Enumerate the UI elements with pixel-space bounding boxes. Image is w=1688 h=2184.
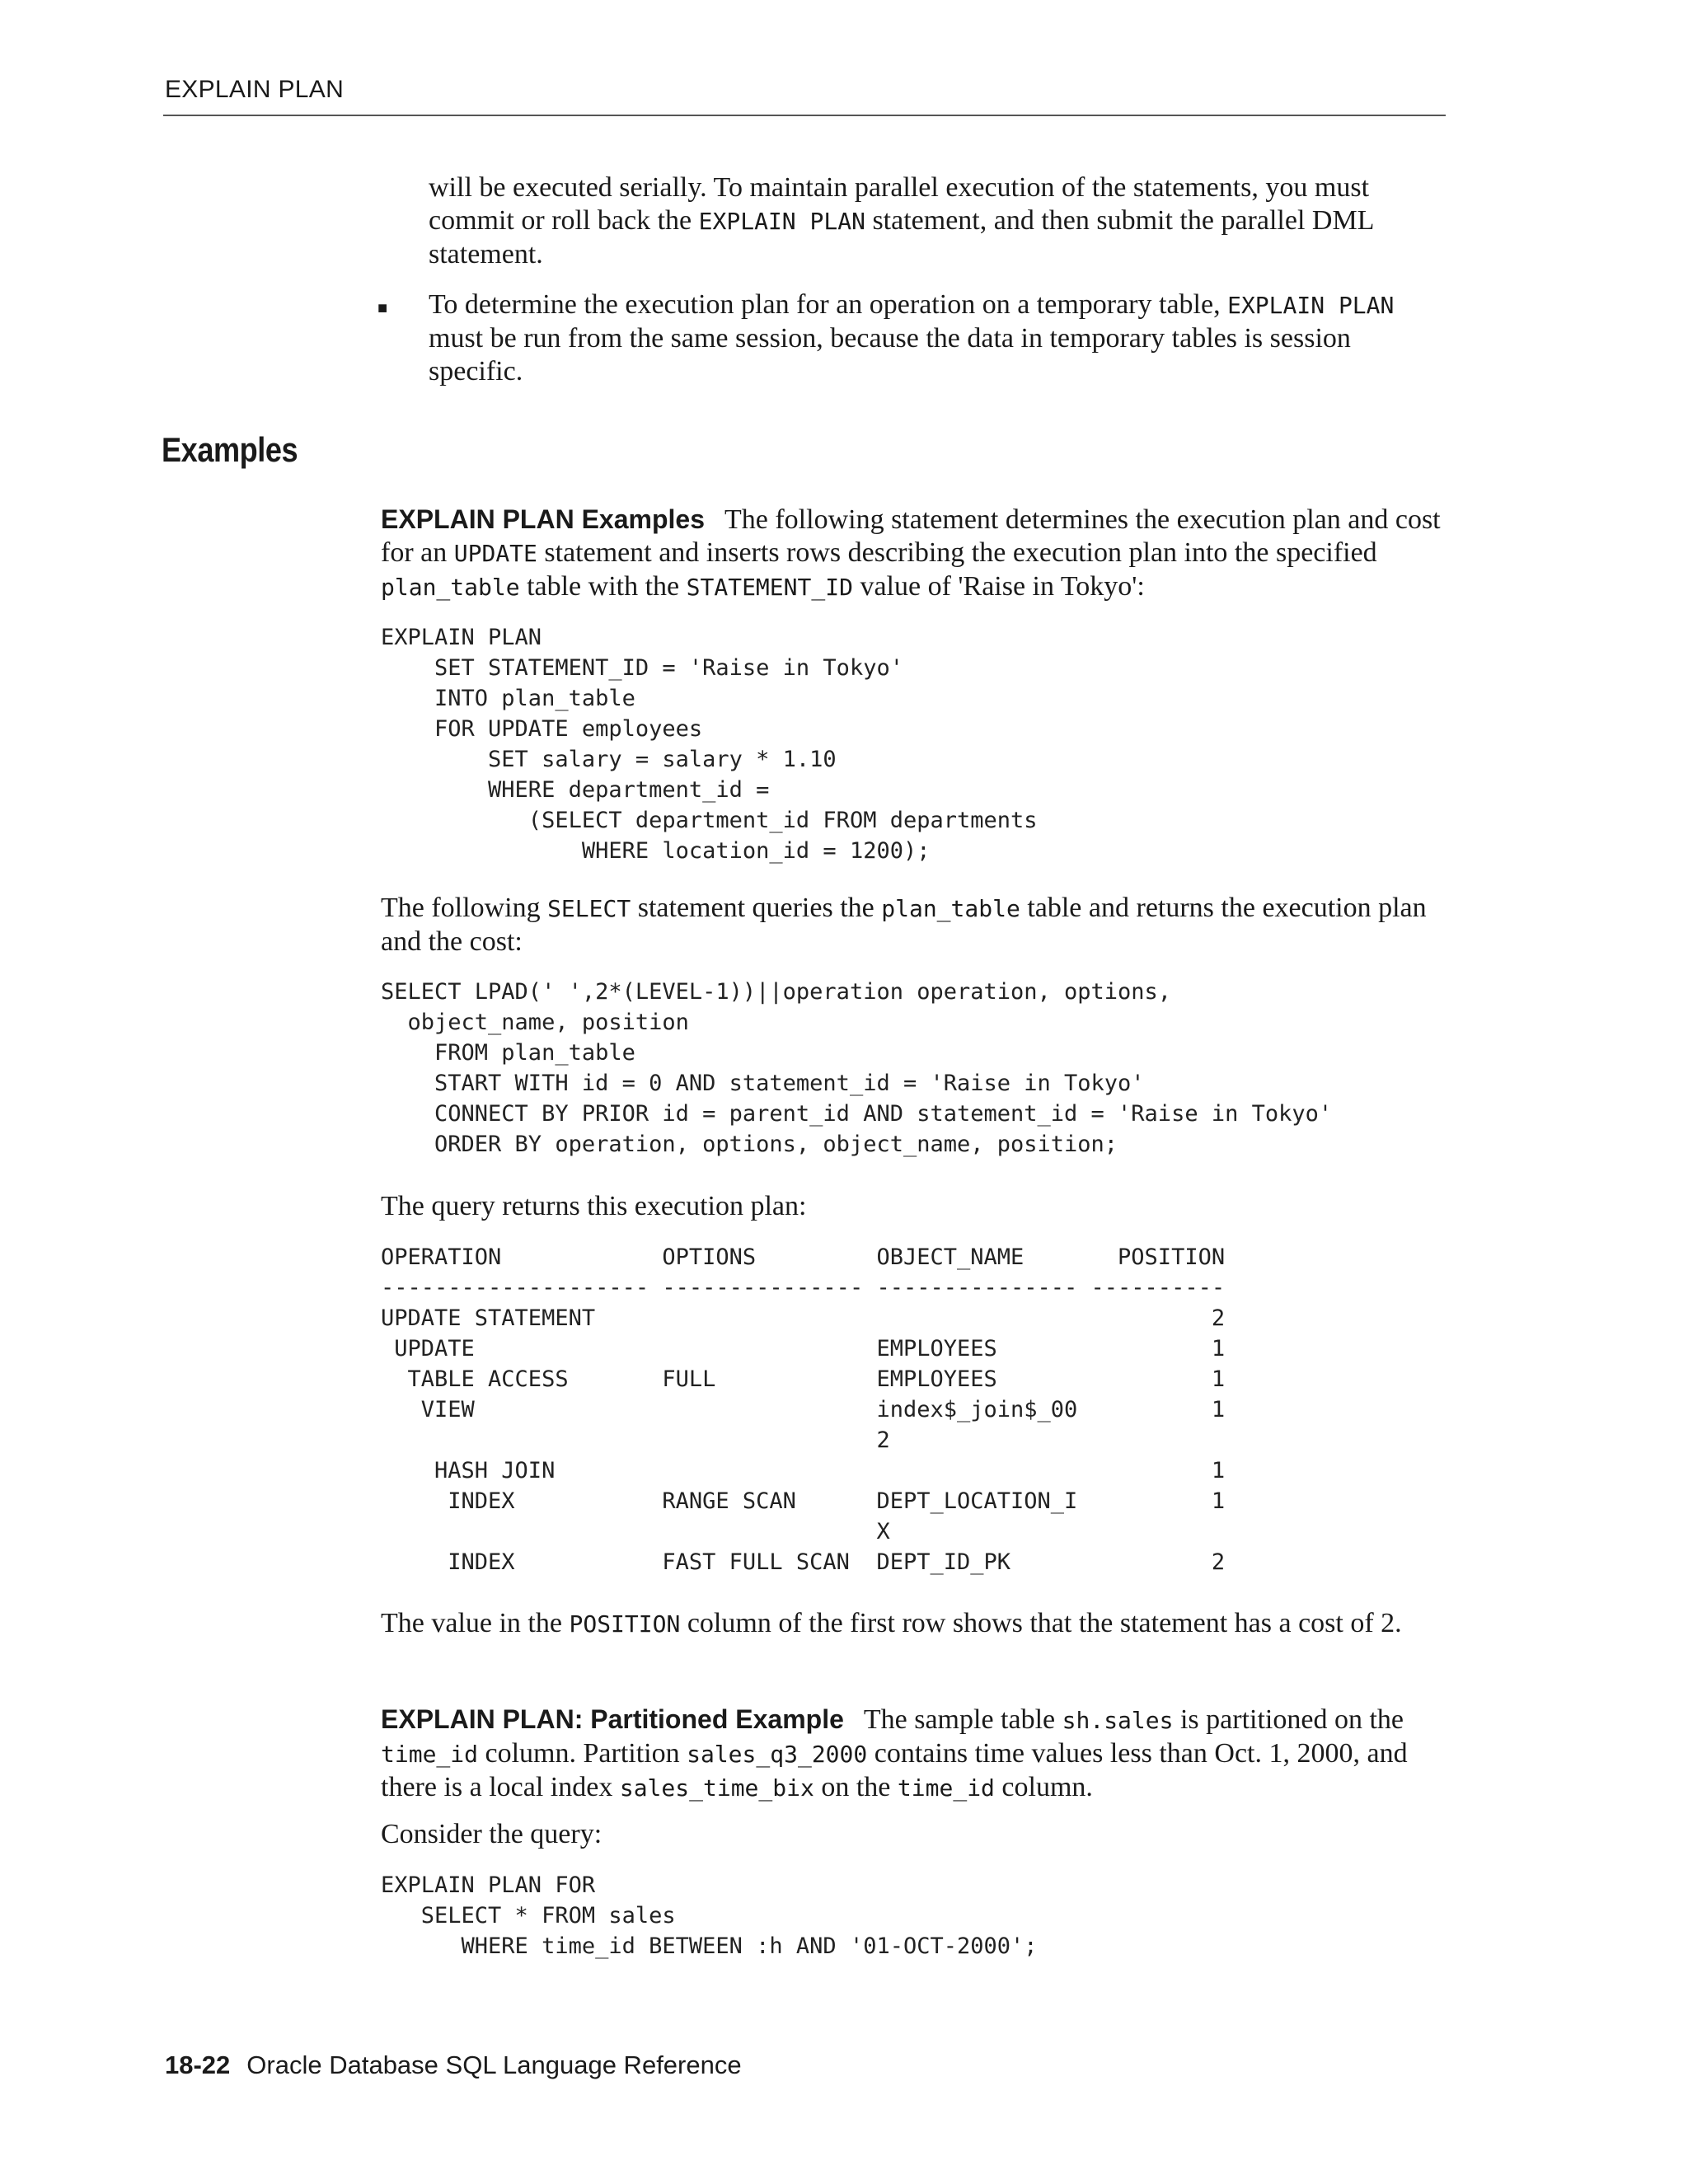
paragraph-explain-plan-examples: EXPLAIN PLAN Examples The following statement determines the execution plan and cost for an UPDATE statement and inserts rows describing the execution plan into the specified plan_table table with the STATEMENT_ID value of 'Raise in Tokyo': xyxy=(381,504,1441,602)
runin-heading-partitioned: EXPLAIN PLAN: Partitioned Example xyxy=(381,1704,844,1734)
paragraph-consider-query: Consider the query: xyxy=(381,1819,603,1849)
paragraph-partitioned-example: EXPLAIN PLAN: Partitioned Example The sample table sh.sales is partitioned on the time_id column. Partition sales_q3_2000 contains time values less than Oct. 1, 2000, and there is a local index sales_time_bix on the time_id column. xyxy=(381,1704,1408,1802)
runin-heading-examples: EXPLAIN PLAN Examples xyxy=(381,504,705,534)
running-header: EXPLAIN PLAN xyxy=(165,76,345,103)
code-block-explain-update: EXPLAIN PLAN SET STATEMENT_ID = 'Raise in Tokyo' INTO plan_table FOR UPDATE employees SET salary = salary * 1.10 WHERE department_id = (SELECT department_id FROM departments WHERE location_id = 1200); xyxy=(381,625,1038,864)
paragraph-select-query: The following SELECT statement queries the plan_table table and returns the execution plan and the cost: xyxy=(381,893,1427,957)
code-block-partition-query: EXPLAIN PLAN FOR SELECT * FROM sales WHERE time_id BETWEEN :h AND '01-OCT-2000'; xyxy=(381,1872,1038,1959)
paragraph-position-cost: The value in the POSITION column of the first row shows that the statement has a cost of 2. xyxy=(381,1608,1402,1638)
bullet-square-icon: ■ xyxy=(377,299,388,317)
code-block-execution-plan-output: OPERATION OPTIONS OBJECT_NAME POSITION -------------------- --------------- --------------- ---------- UPDATE STATEMENT 2 UPDATE EMPLOYEES 1 TABLE ACCESS FULL EMPLOYEES 1 VIEW index$_join$_00 1 2 HASH JOIN 1 INDEX RANGE SCAN DEPT_LOCATION_I 1 X INDEX FAST FULL SCAN DEPT_ID_PK 2 xyxy=(381,1244,1226,1575)
bullet-item-temporary-table: To determine the execution plan for an operation on a temporary table, EXPLAIN PLAN must be run from the same session, because the data in temporary tables is session specific. xyxy=(429,289,1395,387)
paragraph-parallel-dml: will be executed serially. To maintain parallel execution of the statements, you must commit or roll back the EXPLAIN PLAN statement, and then submit the parallel DML statement. xyxy=(429,172,1374,269)
page-footer xyxy=(165,2050,742,2080)
section-heading: Examples xyxy=(162,430,298,469)
page-number: 18-22 xyxy=(165,2050,231,2079)
book-title: Oracle Database SQL Language Reference xyxy=(246,2050,742,2079)
header-rule xyxy=(163,115,1446,116)
paragraph-query-returns: The query returns this execution plan: xyxy=(381,1191,807,1221)
code-block-select-plan: SELECT LPAD(' ',2*(LEVEL-1))||operation operation, options, object_name, position FROM plan_table START WITH id = 0 AND statement_id = 'Raise in Tokyo' CONNECT BY PRIOR id = parent_id AND statement_id = 'Raise in Tokyo' ORDER BY operation, options, object_name, position; xyxy=(381,979,1333,1157)
